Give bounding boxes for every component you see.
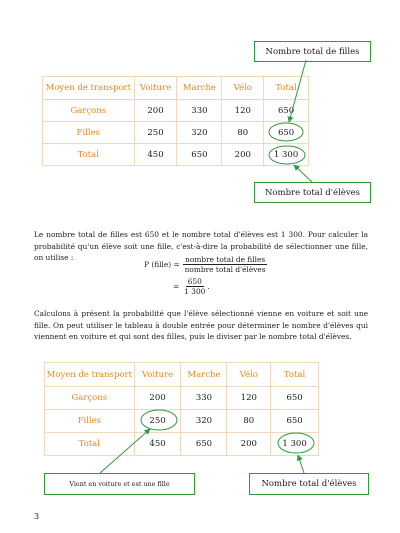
row-label: Filles	[45, 410, 135, 433]
table-cell: 450	[134, 144, 177, 166]
fraction-numerator-value: 650	[187, 277, 202, 286]
callout-total-eleves-top: Nombre total d'élèves	[254, 182, 371, 203]
header-cell: Vélo	[222, 77, 264, 100]
callout-total-filles: Nombre total de filles	[254, 41, 371, 62]
fraction-numerator: nombre total de filles	[185, 255, 266, 264]
table-cell: 330	[181, 387, 227, 410]
table-cell: 1 300	[264, 144, 309, 166]
table-cell: 120	[222, 100, 264, 122]
paragraph-intro: Le nombre total de filles est 650 et le nombre total d'élèves est 1 300. Pour calculer la probabilité qu'un élève soit une fille, c'est-à-dire la probabilité de sélectionner une fille, on utilise :	[34, 230, 368, 262]
header-cell: Vélo	[227, 363, 271, 387]
highlight-ellipse-grand-total-bottom	[278, 433, 314, 453]
header-cell: Marche	[181, 363, 227, 387]
table-cell: 650	[271, 410, 319, 433]
table-cell: 200	[134, 387, 181, 410]
header-cell: Moyen de transport	[45, 363, 135, 387]
table-cell: 200	[134, 100, 177, 122]
arrow-to-filles-total	[289, 60, 306, 122]
table-cell: 650	[264, 122, 309, 144]
fraction-denominator-value: 1 300	[184, 287, 206, 296]
formula-lhs: P (fille) =	[144, 260, 180, 269]
formula-equals: =	[173, 282, 180, 291]
row-label: Total	[43, 144, 135, 166]
table-cell: 250	[134, 122, 177, 144]
row-label: Total	[45, 433, 135, 456]
highlight-ellipse-filles-total	[269, 123, 303, 141]
table-cell: 200	[222, 144, 264, 166]
row-label: Garçons	[45, 387, 135, 410]
table-cell: 80	[227, 410, 271, 433]
arrow-to-grand-total-bottom	[298, 455, 304, 473]
page-number: 3	[34, 512, 40, 521]
callout-total-eleves-bottom: Nombre total d'élèves	[249, 473, 369, 495]
arrow-to-grand-total	[294, 165, 312, 182]
fraction-denominator: nombre total d'élèves	[184, 265, 266, 274]
header-cell: Voiture	[134, 363, 181, 387]
header-cell: Total	[271, 363, 319, 387]
formula-period: .	[207, 282, 210, 291]
table-cell: 330	[177, 100, 222, 122]
paragraph-calculation: Calculons à présent la probabilité que l'élève sélectionné vienne en voiture et soit une fille. On peut utiliser le tableau à double entrée pour déterminer le nombre d'élèves qui viennent en voiture et qui sont des filles, puis le diviser par le nombre total d'élèves.	[34, 309, 368, 341]
table-cell: 650	[271, 387, 319, 410]
table-cell: 250	[134, 410, 181, 433]
table-cell: 80	[222, 122, 264, 144]
row-label: Filles	[43, 122, 135, 144]
header-cell: Moyen de transport	[43, 77, 135, 100]
header-cell: Total	[264, 77, 309, 100]
header-cell: Marche	[177, 77, 222, 100]
row-label: Garçons	[43, 100, 135, 122]
header-cell: Voiture	[134, 77, 177, 100]
table-cell: 650	[264, 100, 309, 122]
table-cell: 650	[181, 433, 227, 456]
callout-voiture-fille: Vient en voiture et est une fille	[44, 473, 195, 495]
table-cell: 650	[177, 144, 222, 166]
table-cell: 120	[227, 387, 271, 410]
table-cell: 320	[177, 122, 222, 144]
highlight-ellipse-voiture-filles	[141, 410, 177, 430]
table-cell: 1 300	[271, 433, 319, 456]
table-cell: 450	[134, 433, 181, 456]
arrow-to-voiture-filles	[100, 429, 150, 473]
table-cell: 200	[227, 433, 271, 456]
highlight-ellipse-grand-total	[269, 146, 305, 164]
table-cell: 320	[181, 410, 227, 433]
